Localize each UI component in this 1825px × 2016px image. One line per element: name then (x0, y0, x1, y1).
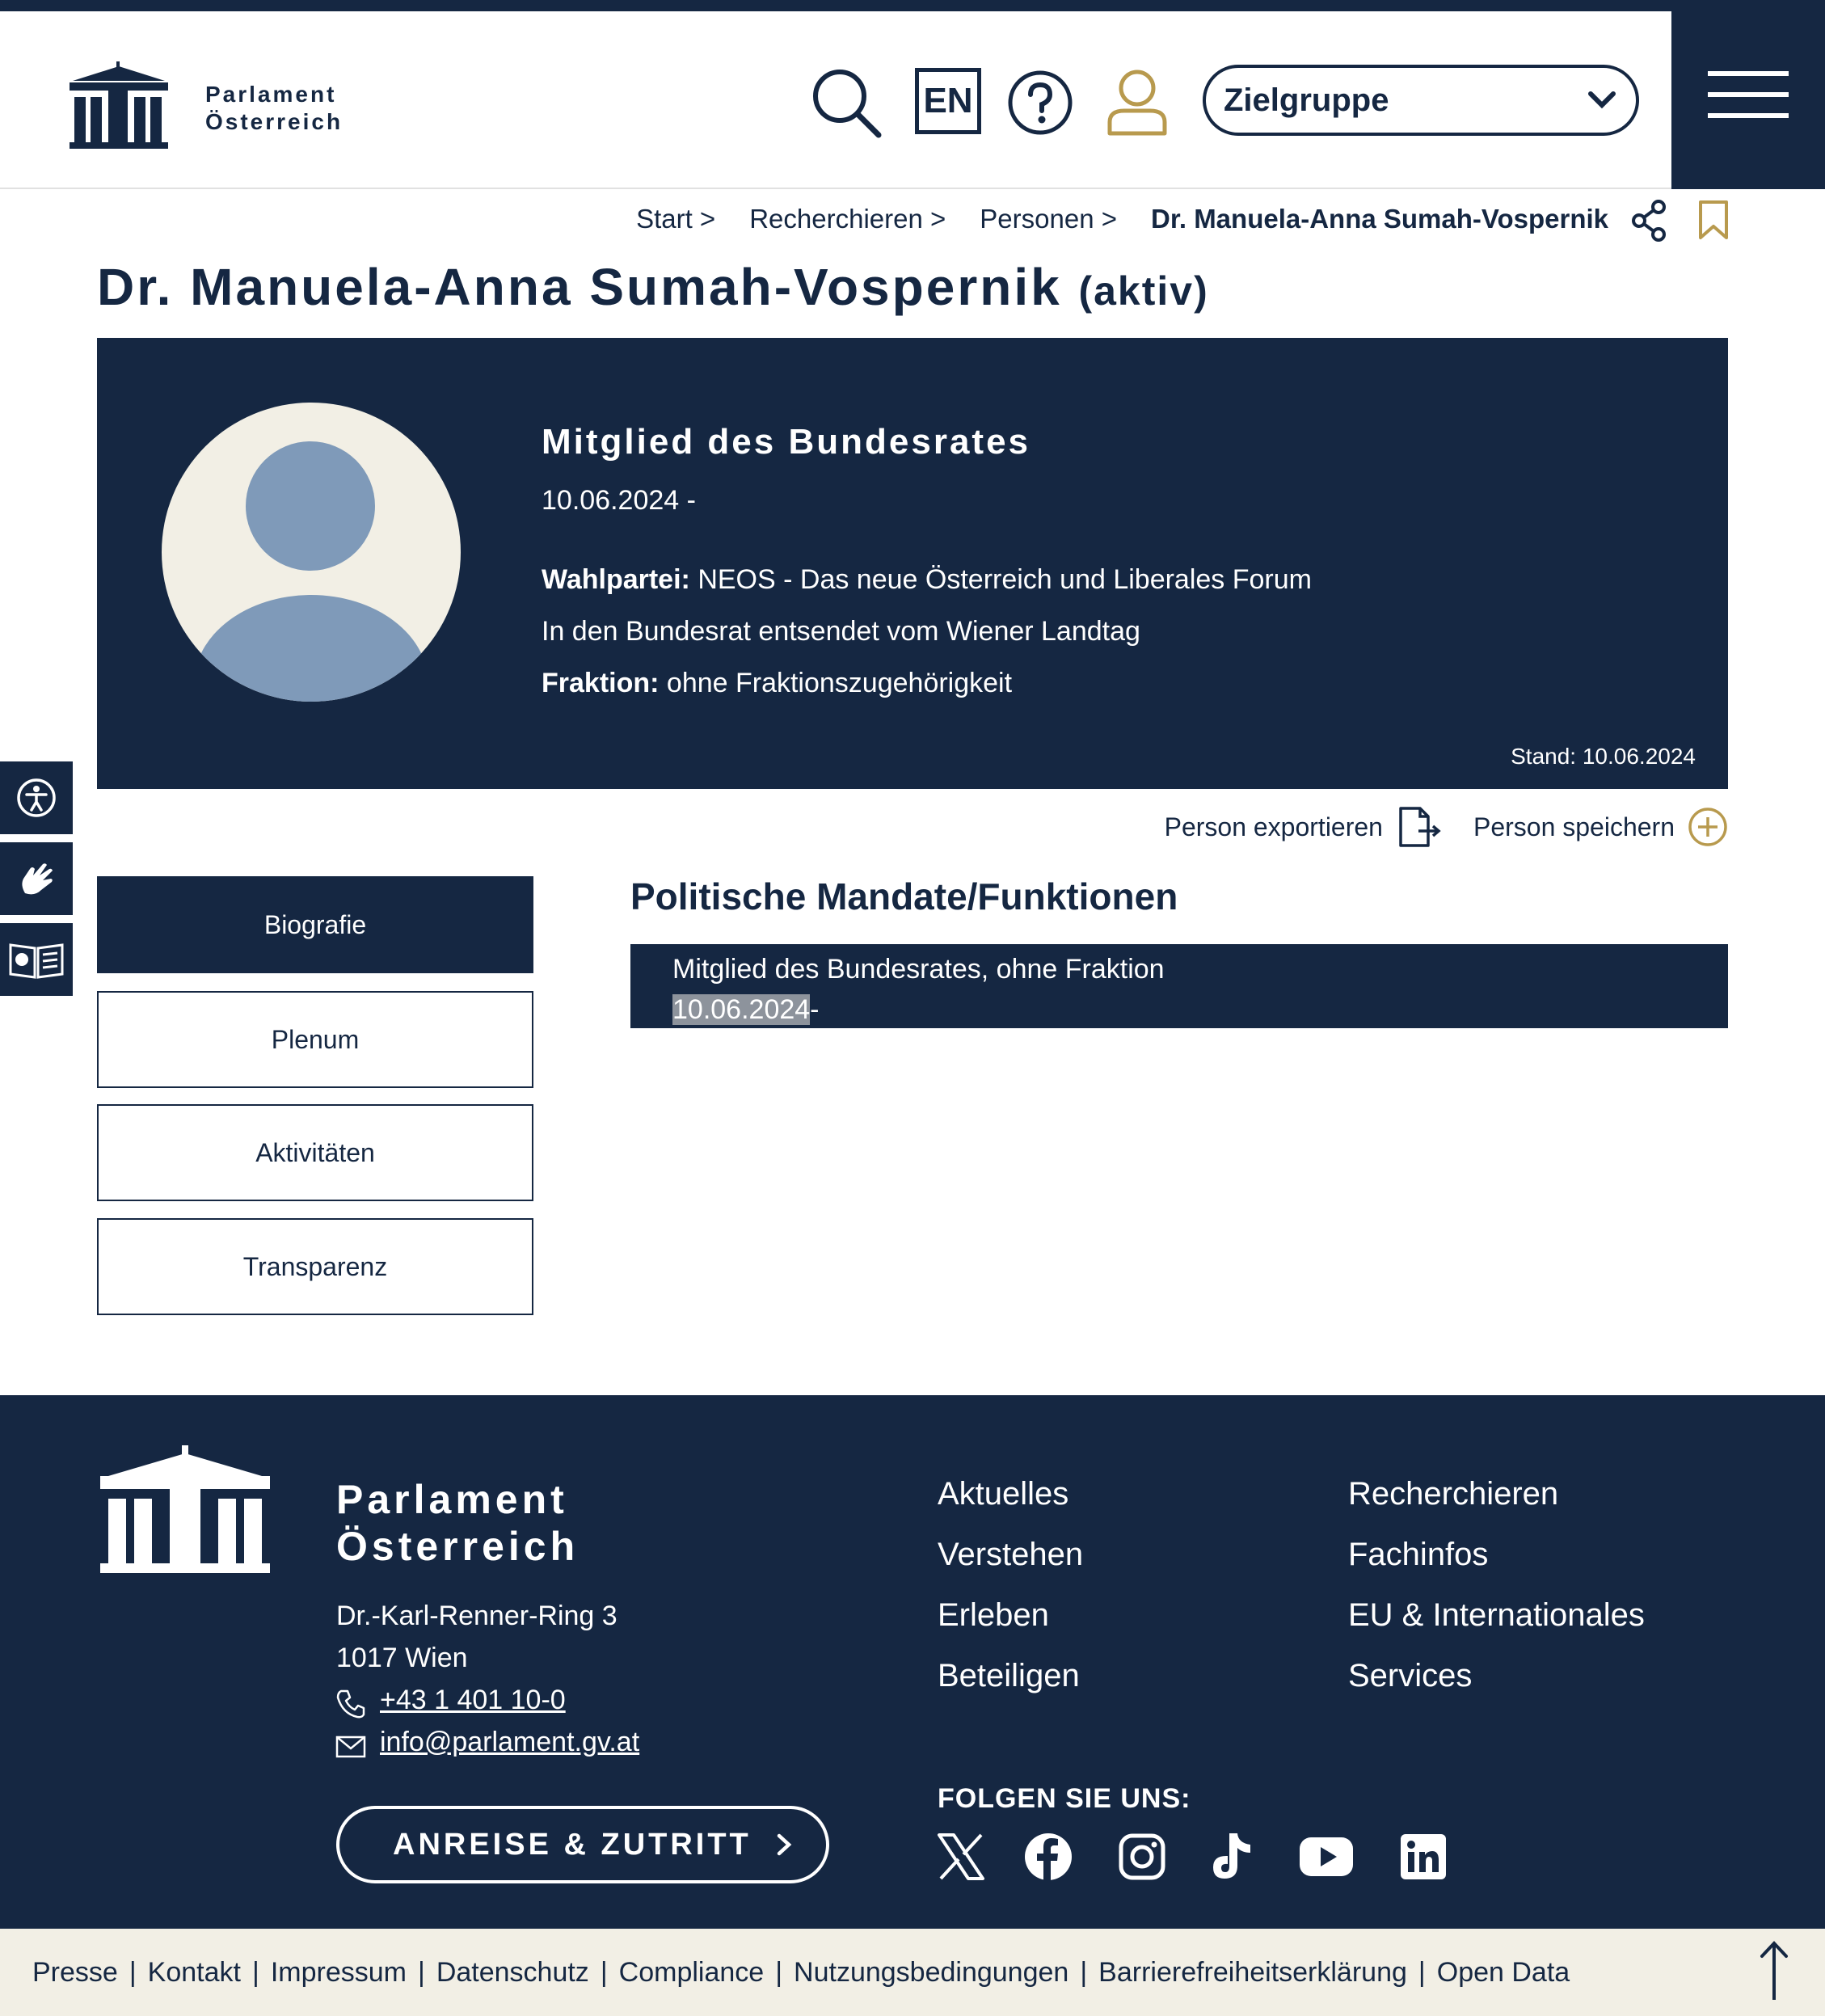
footer-nav-services[interactable]: Services (1348, 1658, 1473, 1693)
sign-language-icon[interactable] (0, 842, 73, 915)
bottom-link-datenschutz[interactable]: Datenschutz (436, 1956, 589, 1988)
footer-nav-col-2 (1348, 1476, 1645, 1694)
footer-nav-aktuelles[interactable]: Aktuelles (938, 1476, 1069, 1512)
bottom-link-kontakt[interactable]: Kontakt (147, 1956, 241, 1988)
anreise-zutritt-button[interactable] (336, 1806, 829, 1883)
footer-nav-col-1 (938, 1476, 1083, 1694)
person-status: (aktiv) (1078, 268, 1209, 314)
parliament-logo-icon[interactable] (97, 1445, 273, 1575)
audience-select[interactable] (1203, 65, 1639, 136)
footer-nav-eu-internationales[interactable]: EU & Internationales (1348, 1597, 1645, 1633)
breadcrumb-recherchieren[interactable]: Recherchieren > (749, 204, 946, 234)
tiktok-icon[interactable] (1204, 1830, 1258, 1883)
footer-nav-erleben[interactable]: Erleben (938, 1597, 1049, 1633)
save-person-link[interactable]: Person speichern (1473, 812, 1675, 841)
help-icon[interactable] (1004, 66, 1077, 139)
tab-aktivitaeten[interactable]: Aktivitäten (97, 1104, 533, 1201)
logo-line-2: Österreich (205, 109, 344, 134)
mandate-item (630, 944, 1728, 1028)
audience-select-label: Zielgruppe (1224, 82, 1389, 118)
breadcrumb-personen[interactable]: Personen > (980, 204, 1117, 234)
youtube-icon[interactable] (1300, 1830, 1353, 1883)
logo-wordmark[interactable] (205, 81, 343, 136)
footer-nav-beteiligen[interactable]: Beteiligen (938, 1658, 1080, 1693)
tab-biografie[interactable]: Biografie (97, 876, 533, 973)
wahlpartei-label: Wahlpartei: (542, 564, 690, 595)
export-person-link[interactable]: Person exportieren (1164, 812, 1383, 841)
mandate-item-title: Mitglied des Bundesrates, ohne Fraktion (672, 954, 1165, 985)
bookmark-icon[interactable] (1697, 199, 1730, 243)
bottom-link-nutzungsbedingungen[interactable]: Nutzungsbedingungen (794, 1956, 1069, 1988)
person-actions (1165, 805, 1728, 849)
footer-name-line-2: Österreich (336, 1524, 580, 1569)
mandate-item-suffix: - (810, 994, 820, 1025)
profile-fraktion (542, 668, 1012, 699)
linkedin-icon[interactable] (1397, 1830, 1450, 1883)
add-circle-icon[interactable] (1688, 807, 1728, 847)
profile-since: 10.06.2024 - (542, 485, 696, 516)
chevron-right-icon (774, 1831, 794, 1858)
avatar-placeholder-icon (162, 403, 461, 702)
user-account-icon[interactable] (1101, 66, 1174, 139)
footer-name-line-1: Parlament (336, 1477, 568, 1522)
mandate-item-period (672, 989, 1728, 1030)
profile-stand: Stand: 10.06.2024 (1511, 744, 1696, 769)
anreise-label: ANREISE & ZUTRITT (393, 1827, 752, 1862)
bottom-link-impressum[interactable]: Impressum (270, 1956, 407, 1988)
wahlpartei-value: NEOS - Das neue Österreich und Liberales Forum (698, 564, 1312, 595)
footer-nav-verstehen[interactable]: Verstehen (938, 1537, 1084, 1572)
profile-card (97, 338, 1728, 789)
breadcrumb-current: Dr. Manuela-Anna Sumah-Vospernik (1151, 204, 1608, 234)
breadcrumb-start[interactable]: Start > (636, 204, 716, 234)
footer-nav-recherchieren[interactable]: Recherchieren (1348, 1476, 1559, 1512)
top-strip (0, 0, 1825, 11)
follow-us-label: FOLGEN SIE UNS: (938, 1783, 1191, 1814)
footer-street: Dr.-Karl-Renner-Ring 3 (336, 1601, 617, 1631)
mail-icon (335, 1730, 367, 1762)
accessibility-icon[interactable] (0, 761, 73, 834)
footer-email-link[interactable]: info@parlament.gv.at (380, 1727, 640, 1757)
search-icon[interactable] (810, 66, 883, 139)
bottom-link-presse[interactable]: Presse (32, 1956, 118, 1988)
footer-city: 1017 Wien (336, 1643, 468, 1673)
person-name: Dr. Manuela-Anna Sumah-Vospernik (97, 258, 1062, 316)
facebook-icon[interactable] (1022, 1830, 1075, 1883)
bottom-link-barrierefreiheit[interactable]: Barrierefreiheitserklärung (1098, 1956, 1407, 1988)
easy-language-icon[interactable] (0, 923, 73, 996)
parliament-logo-icon[interactable] (66, 61, 171, 150)
chevron-down-icon (1586, 89, 1618, 112)
page-title (97, 257, 1209, 317)
fraktion-value: ohne Fraktionszugehörigkeit (666, 668, 1013, 698)
profile-wahlpartei (542, 564, 1312, 596)
bottom-link-open-data[interactable]: Open Data (1436, 1956, 1570, 1988)
site-header (0, 11, 1825, 189)
footer-wordmark (336, 1476, 579, 1570)
profile-entsendet: In den Bundesrat entsendet vom Wiener Landtag (542, 616, 1140, 647)
tab-plenum[interactable]: Plenum (97, 991, 533, 1088)
tab-transparenz[interactable]: Transparenz (97, 1218, 533, 1315)
share-icon[interactable] (1631, 199, 1668, 243)
hamburger-menu-button[interactable] (1671, 0, 1825, 189)
site-footer (0, 1395, 1825, 1929)
instagram-icon[interactable] (1115, 1830, 1169, 1883)
footer-nav-fachinfos[interactable]: Fachinfos (1348, 1537, 1489, 1572)
profile-role: Mitglied des Bundesrates (542, 422, 1031, 462)
mandate-item-date: 10.06.2024 (672, 994, 811, 1025)
x-icon[interactable] (934, 1830, 988, 1883)
export-icon[interactable] (1396, 805, 1443, 849)
legal-links-bar: Presse | Kontakt | Impressum | Datenschutz | Compliance | Nutzungsbedingungen | Barrierefreiheitserklärung | Open Data (0, 1929, 1825, 2016)
logo-line-1: Parlament (205, 82, 337, 107)
fraktion-label: Fraktion: (542, 668, 660, 698)
mandates-title: Politische Mandate/Funktionen (630, 875, 1178, 917)
arrow-up-icon[interactable] (1754, 1938, 1794, 2003)
phone-icon (335, 1688, 367, 1720)
bottom-link-compliance[interactable]: Compliance (618, 1956, 765, 1988)
footer-phone-link[interactable]: +43 1 401 10-0 (380, 1685, 566, 1715)
language-switch-button[interactable]: EN (915, 68, 981, 134)
breadcrumb (0, 204, 1608, 234)
